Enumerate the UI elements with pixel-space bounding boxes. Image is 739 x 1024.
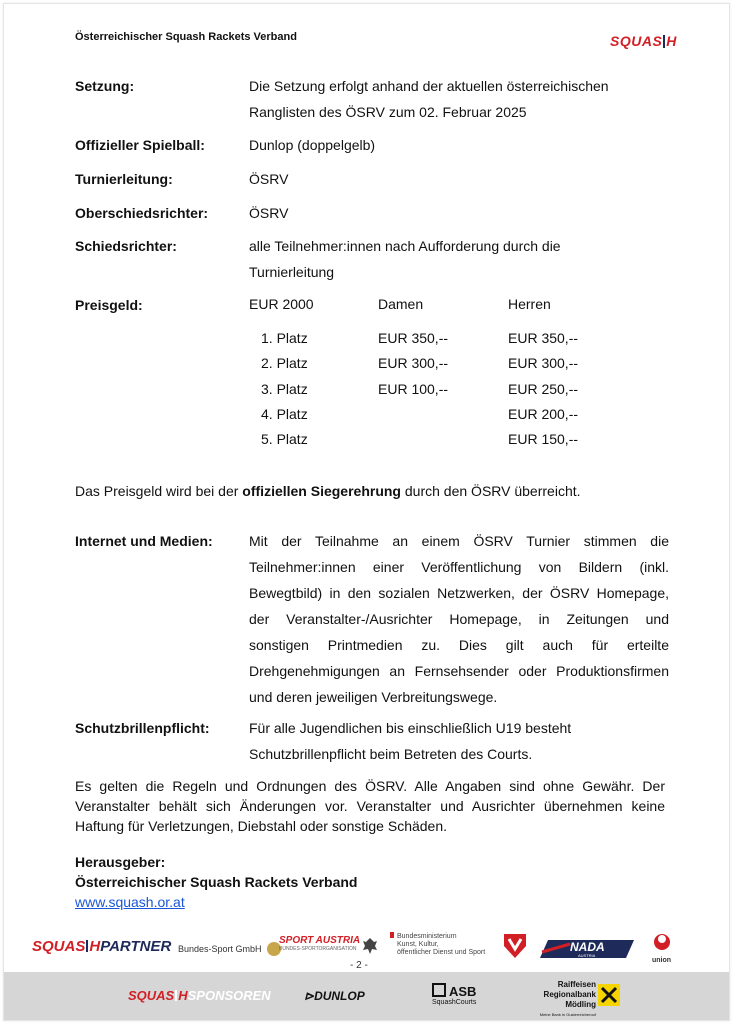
prize-col-women: Damen (378, 296, 424, 312)
label-preisgeld: Preisgeld: (75, 297, 143, 313)
prize-total: EUR 2000 (249, 296, 314, 312)
prize-men: EUR 150,-- (508, 431, 579, 447)
value-spielball: Dunlop (doppelgelb) (249, 137, 376, 153)
prize-place: 2. Platz (261, 355, 308, 371)
value-setzung: Die Setzung erfolgt anhand der aktuellen österreichischen Ranglisten des ÖSRV zum 02. Februar 2025 (249, 78, 609, 120)
bundes-sport-logo: Bundes-Sport GmbH (178, 942, 281, 956)
prize-place: 1. Platz (261, 330, 308, 346)
prize-women: EUR 350,-- (378, 330, 449, 346)
label-spielball: Offizieller Spielball: (75, 137, 205, 153)
squash-logo: SQUAS H (610, 33, 677, 49)
value-turnierleitung: ÖSRV (249, 171, 289, 187)
label-setzung: Setzung: (75, 78, 135, 94)
prize-women: EUR 300,-- (378, 355, 449, 371)
asb-logo: ASB SquashCourts (432, 984, 477, 1006)
dunlop-arrow-icon: ⊳ (304, 989, 315, 1003)
raiffeisen-logo: Raiffeisen Regionalbank Mödling Meine Bank in Gusterreicheroof (539, 980, 596, 1017)
publisher-link[interactable]: www.squash.or.at (75, 894, 185, 910)
union-logo: union (652, 932, 676, 964)
disclaimer: Es gelten die Regeln und Ordnungen des ÖSRV. Alle Angaben sind ohne Gewähr. Der Veranstalter behält sich Änderungen vor. Veranstalter und Ausrichter übernehmen keine Haftung für Verletzungen, Diebstahl oder sonstige Schäden. (75, 778, 665, 834)
publisher: Herausgeber: Österreichischer Squash Rackets Verband www.squash.or.at (75, 852, 665, 912)
prize-place: 5. Platz (261, 431, 308, 447)
prize-place: 3. Platz (261, 381, 308, 397)
squash-sponsoren-logo: SQUAS HSPONSOREN (128, 988, 271, 1003)
prize-women: EUR 100,-- (378, 381, 449, 397)
header-org-name: Österreichischer Squash Rackets Verband (75, 31, 297, 43)
squash-partner-logo: SQUAS HPARTNER (32, 938, 172, 955)
sports-ministry-shield-icon (502, 932, 528, 965)
prize-note: Das Preisgeld wird bei der offiziellen Siegerehrung durch den ÖSRV überreicht. (75, 483, 581, 499)
value-internet: Mit der Teilnahme an einem ÖSRV Turnier stimmen die Teilnehmer:innen einer Veröffentlichung von Bildern (inkl. Bewegtbild) in den sozialen Netzwerken, der ÖSRV Homepage, der Veranstalter-/Ausrichter Homepage, in Zeitungen und sonstigen Printmedien zu. Dies gilt auch für erteilte Drehgenehmigungen an Fernsehsender oder Produktionsfirmen und deren jeweiligen Verbreitungswege. (249, 533, 669, 705)
value-schutzbrille: Für alle Jugendlichen bis einschließlich U19 besteht Schutzbrillenpflicht beim Betreten des Courts. (249, 720, 572, 762)
prize-col-men: Herren (508, 296, 551, 312)
nada-logo: NADA AUSTRIA (540, 938, 636, 965)
prize-place: 4. Platz (261, 406, 308, 422)
label-oberschiedsrichter: Oberschiedsrichter: (75, 205, 209, 221)
value-schiedsrichter: alle Teilnehmer:innen nach Aufforderung durch die Turnierleitung (249, 238, 561, 280)
label-schiedsrichter: Schiedsrichter: (75, 238, 177, 254)
document-page (3, 3, 730, 1021)
eagle-icon (362, 936, 378, 956)
label-schutzbrille: Schutzbrillenpflicht: (75, 720, 210, 736)
sponsors-footer (4, 972, 729, 1020)
sport-austria-logo: SPORT AUSTRIA BUNDES-SPORTORGANISATION (279, 935, 361, 952)
label-turnierleitung: Turnierleitung: (75, 171, 173, 187)
label-internet: Internet und Medien: (75, 533, 213, 549)
dunlop-logo: ⊳DUNLOP (304, 989, 365, 1003)
asb-square-icon (432, 983, 446, 997)
prize-men: EUR 300,-- (508, 355, 579, 371)
prize-men: EUR 200,-- (508, 406, 579, 422)
value-oberschiedsrichter: ÖSRV (249, 205, 289, 221)
prize-men: EUR 250,-- (508, 381, 579, 397)
page-number: - 2 - (350, 960, 368, 971)
prize-men: EUR 350,-- (508, 330, 579, 346)
raiffeisen-giebelkreuz-icon (598, 984, 620, 1011)
ministerium-logo: Bundesministerium Kunst, Kultur, öffentlicher Dienst und Sport (390, 932, 485, 957)
